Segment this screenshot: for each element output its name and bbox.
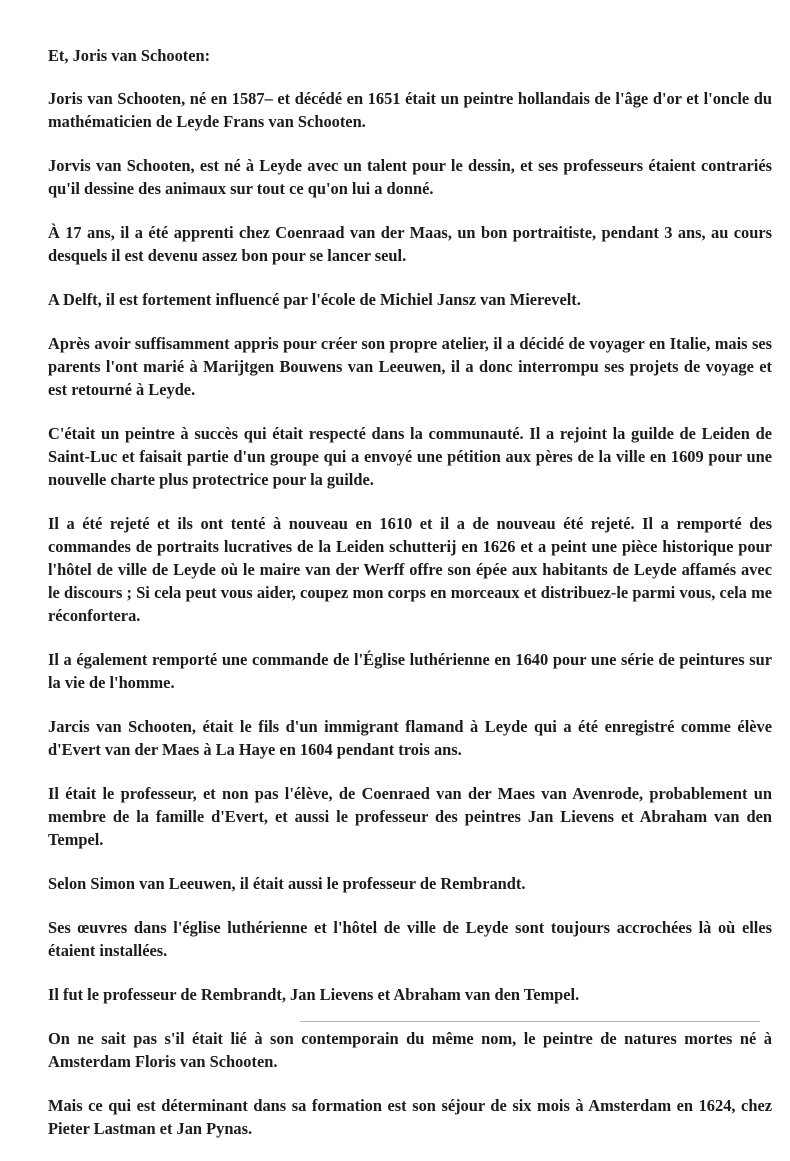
paragraph-commissions: Il a été rejeté et ils ont tenté à nouveau en 1610 et il a de nouveau été rejeté. Il a remporté des commandes de portraits lucratives de la Leiden schutterij en 1626 et a peint une pièce historique pour l'hôtel de ville de Leyde où le maire van der Werff offre son épée aux habitants de Leyde affamés avec le discours ; Si cela peut vous aider, coupez mon corps en morceaux et distribuez-le parmi vous, cela me réconfortera. [48,514,772,625]
paragraph-floris: On ne sait pas s'il était lié à son contemporain du même nom, le peintre de natures mortes né à Amsterdam Floris van Schooten. [48,1029,772,1071]
paragraph-delft: A Delft, il est fortement influencé par l'école de Michiel Jansz van Mierevelt. [48,290,581,309]
document-heading: Et, Joris van Schooten: [48,46,211,65]
paragraph-jarcis: Jarcis van Schooten, était le fils d'un immigrant flamand à Leyde qui a été enregistré comme élève d'Evert van der Maes à La Haye en 1604 pendant trois ans. [48,717,772,759]
paragraph-rembrandt: Selon Simon van Leeuwen, il était aussi le professeur de Rembrandt. [48,874,526,893]
paragraph-students: Il fut le professeur de Rembrandt, Jan Lievens et Abraham van den Tempel. [48,985,580,1004]
paragraph-talent: Jorvis van Schooten, est né à Leyde avec un talent pour le dessin, et ses professeurs étaient contrariés qu'il dessine des animaux sur tout ce qu'on lui a donné. [48,156,772,198]
paragraph-apprenticeship: À 17 ans, il a été apprenti chez Coenraad van der Maas, un bon portraitiste, pendant 3 ans, au cours desquels il est devenu assez bon pour se lancer seul. [48,223,772,265]
paragraph-lutheran-church: Il a également remporté une commande de l'Église luthérienne en 1640 pour une série de peintures sur la vie de l'homme. [48,650,772,692]
paragraph-birth-death: Joris van Schooten, né en 1587– et décédé en 1651 était un peintre hollandais de l'âge d'or et l'oncle du mathématicien de Leyde Frans van Schooten. [48,89,772,131]
paragraph-teacher: Il était le professeur, et non pas l'élève, de Coenraed van der Maes van Avenrode, probablement un membre de la famille d'Evert, et aussi le professeur des peintres Jan Lievens et Abraham van den Tempel. [48,784,772,849]
paragraph-marriage: Après avoir suffisamment appris pour créer son propre atelier, il a décidé de voyager en Italie, mais ses parents l'ont marié à Marijtgen Bouwens van Leeuwen, il a donc interrompu ses projets de voyage et est retourné à Leyde. [48,334,772,399]
document-page [48,44,772,1161]
bottom-rule [300,1021,760,1022]
paragraph-works: Ses œuvres dans l'église luthérienne et l'hôtel de ville de Leyde sont toujours accrochées là où elles étaient installées. [48,918,772,960]
paragraph-guild: C'était un peintre à succès qui était respecté dans la communauté. Il a rejoint la guilde de Leiden de Saint-Luc et faisait partie d'un groupe qui a envoyé une pétition aux pères de la ville en 1609 pour une nouvelle charte plus protectrice pour la guilde. [48,424,772,489]
paragraph-amsterdam: Mais ce qui est déterminant dans sa formation est son séjour de six mois à Amsterdam en 1624, chez Pieter Lastman et Jan Pynas. [48,1096,772,1138]
